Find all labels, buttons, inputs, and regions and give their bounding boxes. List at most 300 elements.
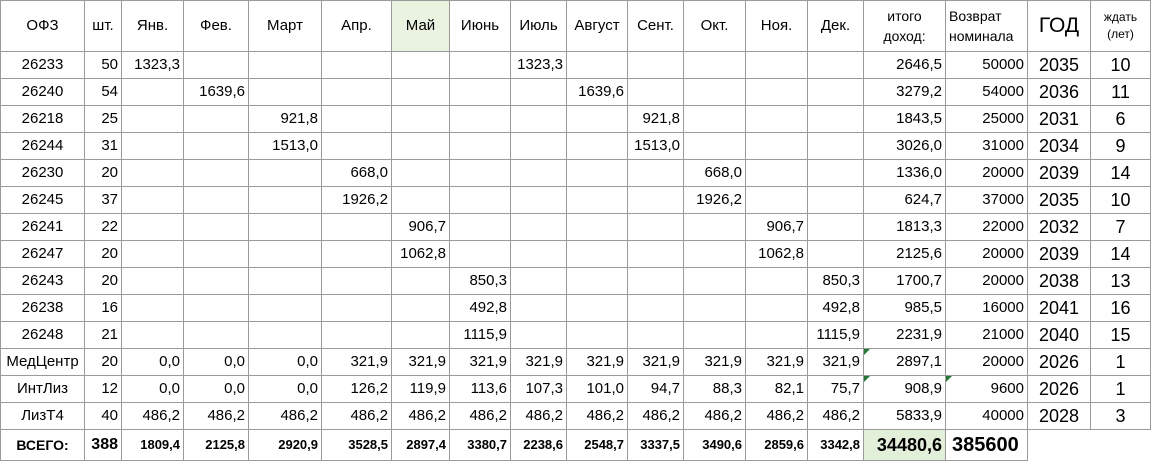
- month-10-cell[interactable]: 1926,2: [684, 187, 746, 214]
- table-row: [1, 349, 1151, 376]
- month-1-cell[interactable]: [122, 133, 184, 160]
- month-7-cell[interactable]: [511, 214, 567, 241]
- qty-cell[interactable]: 22: [85, 214, 122, 241]
- totals-row: [1, 430, 1151, 461]
- qty-cell[interactable]: 40: [85, 403, 122, 430]
- month-9-cell[interactable]: 921,8: [628, 106, 684, 133]
- bond-cell[interactable]: 26240: [1, 79, 85, 106]
- month-1-cell[interactable]: 0,0: [122, 376, 184, 403]
- month-11-cell[interactable]: 486,2: [746, 403, 808, 430]
- month-8-cell[interactable]: 486,2: [567, 403, 628, 430]
- nominal-cell[interactable]: 31000: [946, 133, 1028, 160]
- month-5-cell[interactable]: [392, 187, 450, 214]
- header-income-line2: доход:: [883, 28, 926, 44]
- month-3-cell[interactable]: 0,0: [249, 349, 322, 376]
- month-8-cell[interactable]: [567, 106, 628, 133]
- nominal-cell[interactable]: 21000: [946, 322, 1028, 349]
- bond-cell[interactable]: ЛизТ4: [1, 403, 85, 430]
- nominal-cell[interactable]: 54000: [946, 79, 1028, 106]
- totals-month-3[interactable]: 2920,9: [249, 430, 322, 461]
- month-6-cell[interactable]: [450, 52, 511, 79]
- income-cell[interactable]: 2897,1: [864, 349, 946, 376]
- month-6-cell[interactable]: 486,2: [450, 403, 511, 430]
- income-cell[interactable]: 1813,3: [864, 214, 946, 241]
- header-month-10[interactable]: Окт.: [684, 1, 746, 52]
- year-cell[interactable]: 2036: [1028, 79, 1091, 106]
- month-10-cell[interactable]: [684, 106, 746, 133]
- nominal-cell[interactable]: 25000: [946, 106, 1028, 133]
- nominal-cell[interactable]: 40000: [946, 403, 1028, 430]
- month-11-cell[interactable]: [746, 52, 808, 79]
- nominal-cell[interactable]: 16000: [946, 295, 1028, 322]
- month-7-cell[interactable]: [511, 241, 567, 268]
- month-4-cell[interactable]: [322, 79, 392, 106]
- month-9-cell[interactable]: [628, 160, 684, 187]
- month-12-cell[interactable]: [808, 133, 864, 160]
- month-3-cell[interactable]: [249, 160, 322, 187]
- income-cell[interactable]: 2231,9: [864, 322, 946, 349]
- table-row: [1, 268, 1151, 295]
- month-9-cell[interactable]: 321,9: [628, 349, 684, 376]
- totals-label[interactable]: ВСЕГО:: [1, 430, 85, 461]
- month-1-cell[interactable]: [122, 295, 184, 322]
- month-7-cell[interactable]: 486,2: [511, 403, 567, 430]
- wait-cell[interactable]: 16: [1091, 295, 1151, 322]
- year-cell[interactable]: 2032: [1028, 214, 1091, 241]
- header-month-8[interactable]: Август: [567, 1, 628, 52]
- wait-cell[interactable]: 14: [1091, 160, 1151, 187]
- month-10-cell[interactable]: [684, 295, 746, 322]
- month-8-cell[interactable]: [567, 241, 628, 268]
- income-cell[interactable]: 908,9: [864, 376, 946, 403]
- totals-month-12[interactable]: 3342,8: [808, 430, 864, 461]
- month-9-cell[interactable]: [628, 52, 684, 79]
- month-7-cell[interactable]: [511, 187, 567, 214]
- month-2-cell[interactable]: 0,0: [184, 376, 249, 403]
- nominal-cell[interactable]: 9600: [946, 376, 1028, 403]
- nominal-cell[interactable]: 50000: [946, 52, 1028, 79]
- month-12-cell[interactable]: [808, 79, 864, 106]
- bond-cell[interactable]: 26218: [1, 106, 85, 133]
- header-qty[interactable]: шт.: [85, 1, 122, 52]
- month-11-cell[interactable]: [746, 133, 808, 160]
- totals-month-6[interactable]: 3380,7: [450, 430, 511, 461]
- month-9-cell[interactable]: 94,7: [628, 376, 684, 403]
- nominal-cell[interactable]: 37000: [946, 187, 1028, 214]
- month-10-cell[interactable]: 88,3: [684, 376, 746, 403]
- month-4-cell[interactable]: 1926,2: [322, 187, 392, 214]
- month-11-cell[interactable]: 1062,8: [746, 241, 808, 268]
- month-3-cell[interactable]: [249, 295, 322, 322]
- month-6-cell[interactable]: [450, 241, 511, 268]
- bond-cell[interactable]: 26233: [1, 52, 85, 79]
- month-10-cell[interactable]: 321,9: [684, 349, 746, 376]
- month-2-cell[interactable]: [184, 322, 249, 349]
- wait-cell[interactable]: 10: [1091, 187, 1151, 214]
- month-7-cell[interactable]: [511, 160, 567, 187]
- month-12-cell[interactable]: [808, 160, 864, 187]
- month-7-cell[interactable]: [511, 133, 567, 160]
- month-12-cell[interactable]: [808, 52, 864, 79]
- wait-cell[interactable]: 11: [1091, 79, 1151, 106]
- month-1-cell[interactable]: 486,2: [122, 403, 184, 430]
- month-6-cell[interactable]: 850,3: [450, 268, 511, 295]
- month-10-cell[interactable]: [684, 322, 746, 349]
- month-1-cell[interactable]: 1323,3: [122, 52, 184, 79]
- month-9-cell[interactable]: 1513,0: [628, 133, 684, 160]
- month-5-cell[interactable]: [392, 322, 450, 349]
- qty-cell[interactable]: 20: [85, 268, 122, 295]
- wait-cell[interactable]: 1: [1091, 376, 1151, 403]
- table-row: [1, 322, 1151, 349]
- qty-cell[interactable]: 20: [85, 160, 122, 187]
- qty-cell[interactable]: 25: [85, 106, 122, 133]
- header-bond[interactable]: ОФЗ: [1, 1, 85, 52]
- month-2-cell[interactable]: [184, 241, 249, 268]
- qty-cell[interactable]: 20: [85, 241, 122, 268]
- month-4-cell[interactable]: 321,9: [322, 349, 392, 376]
- month-4-cell[interactable]: 486,2: [322, 403, 392, 430]
- month-9-cell[interactable]: [628, 295, 684, 322]
- month-7-cell[interactable]: [511, 322, 567, 349]
- year-cell[interactable]: 2040: [1028, 322, 1091, 349]
- header-month-7[interactable]: Июль: [511, 1, 567, 52]
- income-cell[interactable]: 2646,5: [864, 52, 946, 79]
- month-1-cell[interactable]: [122, 160, 184, 187]
- wait-cell[interactable]: 3: [1091, 403, 1151, 430]
- month-2-cell[interactable]: [184, 106, 249, 133]
- month-11-cell[interactable]: [746, 106, 808, 133]
- qty-cell[interactable]: 54: [85, 79, 122, 106]
- bond-cell[interactable]: 26230: [1, 160, 85, 187]
- month-6-cell[interactable]: 492,8: [450, 295, 511, 322]
- month-12-cell[interactable]: 75,7: [808, 376, 864, 403]
- month-8-cell[interactable]: 1639,6: [567, 79, 628, 106]
- header-month-12[interactable]: Дек.: [808, 1, 864, 52]
- income-cell[interactable]: 5833,9: [864, 403, 946, 430]
- nominal-cell[interactable]: 22000: [946, 214, 1028, 241]
- month-2-cell[interactable]: 486,2: [184, 403, 249, 430]
- month-10-cell[interactable]: [684, 241, 746, 268]
- header-row: [1, 1, 1151, 52]
- income-cell[interactable]: 2125,6: [864, 241, 946, 268]
- bond-cell[interactable]: 26241: [1, 214, 85, 241]
- month-4-cell[interactable]: [322, 241, 392, 268]
- month-2-cell[interactable]: [184, 133, 249, 160]
- month-10-cell[interactable]: [684, 79, 746, 106]
- month-5-cell[interactable]: 1062,8: [392, 241, 450, 268]
- month-6-cell[interactable]: 1115,9: [450, 322, 511, 349]
- month-5-cell[interactable]: [392, 160, 450, 187]
- month-10-cell[interactable]: 668,0: [684, 160, 746, 187]
- bond-cell[interactable]: 26238: [1, 295, 85, 322]
- month-12-cell[interactable]: [808, 187, 864, 214]
- year-cell[interactable]: 2026: [1028, 376, 1091, 403]
- nominal-cell[interactable]: 20000: [946, 268, 1028, 295]
- month-12-cell[interactable]: [808, 241, 864, 268]
- month-7-cell[interactable]: [511, 268, 567, 295]
- month-1-cell[interactable]: [122, 322, 184, 349]
- month-6-cell[interactable]: [450, 187, 511, 214]
- header-month-6[interactable]: Июнь: [450, 1, 511, 52]
- month-8-cell[interactable]: 321,9: [567, 349, 628, 376]
- header-nominal-line2: номинала: [949, 28, 1014, 44]
- empty-cell: [1091, 430, 1151, 461]
- wait-cell[interactable]: 13: [1091, 268, 1151, 295]
- month-4-cell[interactable]: [322, 133, 392, 160]
- year-cell[interactable]: 2041: [1028, 295, 1091, 322]
- month-5-cell[interactable]: 119,9: [392, 376, 450, 403]
- month-3-cell[interactable]: 486,2: [249, 403, 322, 430]
- month-4-cell[interactable]: [322, 322, 392, 349]
- wait-cell[interactable]: 7: [1091, 214, 1151, 241]
- month-1-cell[interactable]: [122, 241, 184, 268]
- wait-cell[interactable]: 9: [1091, 133, 1151, 160]
- nominal-cell[interactable]: 20000: [946, 241, 1028, 268]
- month-6-cell[interactable]: 321,9: [450, 349, 511, 376]
- header-year[interactable]: ГОД: [1028, 1, 1091, 52]
- qty-cell[interactable]: 20: [85, 349, 122, 376]
- month-5-cell[interactable]: [392, 133, 450, 160]
- income-cell[interactable]: 624,7: [864, 187, 946, 214]
- month-3-cell[interactable]: [249, 241, 322, 268]
- income-cell[interactable]: 3026,0: [864, 133, 946, 160]
- bond-cell[interactable]: МедЦентр: [1, 349, 85, 376]
- month-12-cell[interactable]: 492,8: [808, 295, 864, 322]
- month-7-cell[interactable]: [511, 295, 567, 322]
- month-6-cell[interactable]: [450, 79, 511, 106]
- month-10-cell[interactable]: [684, 133, 746, 160]
- wait-cell[interactable]: 6: [1091, 106, 1151, 133]
- month-9-cell[interactable]: [628, 241, 684, 268]
- month-12-cell[interactable]: [808, 106, 864, 133]
- income-cell[interactable]: 1700,7: [864, 268, 946, 295]
- totals-month-10[interactable]: 3490,6: [684, 430, 746, 461]
- month-3-cell[interactable]: 1513,0: [249, 133, 322, 160]
- month-8-cell[interactable]: [567, 52, 628, 79]
- qty-cell[interactable]: 31: [85, 133, 122, 160]
- month-11-cell[interactable]: [746, 295, 808, 322]
- month-6-cell[interactable]: [450, 106, 511, 133]
- bond-cell[interactable]: 26247: [1, 241, 85, 268]
- month-10-cell[interactable]: 486,2: [684, 403, 746, 430]
- month-5-cell[interactable]: 321,9: [392, 349, 450, 376]
- month-11-cell[interactable]: [746, 187, 808, 214]
- month-3-cell[interactable]: [249, 52, 322, 79]
- month-8-cell[interactable]: [567, 187, 628, 214]
- wait-cell[interactable]: 1: [1091, 349, 1151, 376]
- qty-cell[interactable]: 50: [85, 52, 122, 79]
- month-7-cell[interactable]: 107,3: [511, 376, 567, 403]
- totals-month-4[interactable]: 3528,5: [322, 430, 392, 461]
- header-wait-line2: (лет): [1107, 27, 1134, 41]
- month-8-cell[interactable]: [567, 322, 628, 349]
- bond-cell[interactable]: 26248: [1, 322, 85, 349]
- month-5-cell[interactable]: [392, 79, 450, 106]
- year-cell[interactable]: 2039: [1028, 241, 1091, 268]
- wait-cell[interactable]: 14: [1091, 241, 1151, 268]
- month-2-cell[interactable]: [184, 187, 249, 214]
- month-11-cell[interactable]: 82,1: [746, 376, 808, 403]
- month-4-cell[interactable]: 126,2: [322, 376, 392, 403]
- month-3-cell[interactable]: [249, 268, 322, 295]
- year-cell[interactable]: 2039: [1028, 160, 1091, 187]
- bond-cell[interactable]: 26245: [1, 187, 85, 214]
- month-3-cell[interactable]: [249, 322, 322, 349]
- month-5-cell[interactable]: [392, 295, 450, 322]
- month-2-cell[interactable]: 0,0: [184, 349, 249, 376]
- wait-cell[interactable]: 15: [1091, 322, 1151, 349]
- header-month-3[interactable]: Март: [249, 1, 322, 52]
- bond-cell[interactable]: 26243: [1, 268, 85, 295]
- qty-cell[interactable]: 16: [85, 295, 122, 322]
- month-1-cell[interactable]: [122, 187, 184, 214]
- month-11-cell[interactable]: 321,9: [746, 349, 808, 376]
- month-4-cell[interactable]: [322, 268, 392, 295]
- header-wait[interactable]: [1091, 1, 1151, 52]
- totals-month-11[interactable]: 2859,6: [746, 430, 808, 461]
- month-8-cell[interactable]: [567, 160, 628, 187]
- totals-month-2[interactable]: 2125,8: [184, 430, 249, 461]
- month-3-cell[interactable]: 0,0: [249, 376, 322, 403]
- month-2-cell[interactable]: [184, 214, 249, 241]
- month-8-cell[interactable]: [567, 133, 628, 160]
- month-5-cell[interactable]: 906,7: [392, 214, 450, 241]
- month-9-cell[interactable]: 486,2: [628, 403, 684, 430]
- month-6-cell[interactable]: [450, 160, 511, 187]
- month-10-cell[interactable]: [684, 268, 746, 295]
- month-3-cell[interactable]: [249, 187, 322, 214]
- header-month-11[interactable]: Ноя.: [746, 1, 808, 52]
- year-cell[interactable]: 2028: [1028, 403, 1091, 430]
- header-nominal[interactable]: [946, 1, 1028, 52]
- header-month-5[interactable]: Май: [392, 1, 450, 52]
- year-cell[interactable]: 2038: [1028, 268, 1091, 295]
- month-12-cell[interactable]: 850,3: [808, 268, 864, 295]
- totals-nominal[interactable]: 385600: [946, 430, 1028, 461]
- month-12-cell[interactable]: 486,2: [808, 403, 864, 430]
- month-11-cell[interactable]: [746, 268, 808, 295]
- header-month-1[interactable]: Янв.: [122, 1, 184, 52]
- totals-income[interactable]: 34480,6: [864, 430, 946, 461]
- month-12-cell[interactable]: 321,9: [808, 349, 864, 376]
- month-1-cell[interactable]: [122, 79, 184, 106]
- month-3-cell[interactable]: 921,8: [249, 106, 322, 133]
- month-1-cell[interactable]: [122, 214, 184, 241]
- year-cell[interactable]: 2034: [1028, 133, 1091, 160]
- month-4-cell[interactable]: [322, 214, 392, 241]
- header-income-line1: итого: [887, 8, 922, 24]
- bond-cell[interactable]: 26244: [1, 133, 85, 160]
- nominal-cell[interactable]: 20000: [946, 349, 1028, 376]
- month-10-cell[interactable]: [684, 52, 746, 79]
- qty-cell[interactable]: 21: [85, 322, 122, 349]
- month-2-cell[interactable]: [184, 295, 249, 322]
- month-11-cell[interactable]: [746, 322, 808, 349]
- table-row: [1, 79, 1151, 106]
- year-cell[interactable]: 2035: [1028, 187, 1091, 214]
- year-cell[interactable]: 2035: [1028, 52, 1091, 79]
- month-7-cell[interactable]: 321,9: [511, 349, 567, 376]
- month-1-cell[interactable]: 0,0: [122, 349, 184, 376]
- month-9-cell[interactable]: [628, 268, 684, 295]
- month-4-cell[interactable]: [322, 106, 392, 133]
- qty-cell[interactable]: 37: [85, 187, 122, 214]
- month-7-cell[interactable]: 1323,3: [511, 52, 567, 79]
- month-8-cell[interactable]: [567, 295, 628, 322]
- month-2-cell[interactable]: [184, 268, 249, 295]
- month-5-cell[interactable]: 486,2: [392, 403, 450, 430]
- totals-month-7[interactable]: 2238,6: [511, 430, 567, 461]
- header-month-4[interactable]: Апр.: [322, 1, 392, 52]
- totals-month-9[interactable]: 3337,5: [628, 430, 684, 461]
- header-nominal-line1: Возврат: [949, 8, 1002, 24]
- month-6-cell[interactable]: 113,6: [450, 376, 511, 403]
- year-cell[interactable]: 2026: [1028, 349, 1091, 376]
- qty-cell[interactable]: 12: [85, 376, 122, 403]
- month-4-cell[interactable]: [322, 52, 392, 79]
- month-4-cell[interactable]: [322, 295, 392, 322]
- month-1-cell[interactable]: [122, 268, 184, 295]
- month-1-cell[interactable]: [122, 106, 184, 133]
- month-9-cell[interactable]: [628, 322, 684, 349]
- month-7-cell[interactable]: [511, 106, 567, 133]
- month-11-cell[interactable]: 906,7: [746, 214, 808, 241]
- month-8-cell[interactable]: 101,0: [567, 376, 628, 403]
- month-8-cell[interactable]: [567, 268, 628, 295]
- totals-qty[interactable]: 388: [85, 430, 122, 461]
- year-cell[interactable]: 2031: [1028, 106, 1091, 133]
- month-3-cell[interactable]: [249, 214, 322, 241]
- wait-cell[interactable]: 10: [1091, 52, 1151, 79]
- bond-cell[interactable]: ИнтЛиз: [1, 376, 85, 403]
- month-5-cell[interactable]: [392, 106, 450, 133]
- month-11-cell[interactable]: [746, 160, 808, 187]
- month-8-cell[interactable]: [567, 214, 628, 241]
- month-12-cell[interactable]: [808, 214, 864, 241]
- month-9-cell[interactable]: [628, 214, 684, 241]
- month-2-cell[interactable]: [184, 160, 249, 187]
- income-cell[interactable]: 3279,2: [864, 79, 946, 106]
- header-month-2[interactable]: Фев.: [184, 1, 249, 52]
- month-2-cell[interactable]: 1639,6: [184, 79, 249, 106]
- month-3-cell[interactable]: [249, 79, 322, 106]
- month-9-cell[interactable]: [628, 79, 684, 106]
- month-6-cell[interactable]: [450, 133, 511, 160]
- totals-month-8[interactable]: 2548,7: [567, 430, 628, 461]
- header-income[interactable]: [864, 1, 946, 52]
- month-6-cell[interactable]: [450, 214, 511, 241]
- month-2-cell[interactable]: [184, 52, 249, 79]
- month-12-cell[interactable]: 1115,9: [808, 322, 864, 349]
- month-5-cell[interactable]: [392, 52, 450, 79]
- month-11-cell[interactable]: [746, 79, 808, 106]
- table-row: [1, 160, 1151, 187]
- totals-month-5[interactable]: 2897,4: [392, 430, 450, 461]
- totals-month-1[interactable]: 1809,4: [122, 430, 184, 461]
- income-cell[interactable]: 985,5: [864, 295, 946, 322]
- nominal-cell[interactable]: 20000: [946, 160, 1028, 187]
- income-cell[interactable]: 1843,5: [864, 106, 946, 133]
- month-7-cell[interactable]: [511, 79, 567, 106]
- header-wait-line1: ждать: [1103, 10, 1138, 24]
- header-month-9[interactable]: Сент.: [628, 1, 684, 52]
- month-9-cell[interactable]: [628, 187, 684, 214]
- month-5-cell[interactable]: [392, 268, 450, 295]
- income-cell[interactable]: 1336,0: [864, 160, 946, 187]
- month-4-cell[interactable]: 668,0: [322, 160, 392, 187]
- month-10-cell[interactable]: [684, 214, 746, 241]
